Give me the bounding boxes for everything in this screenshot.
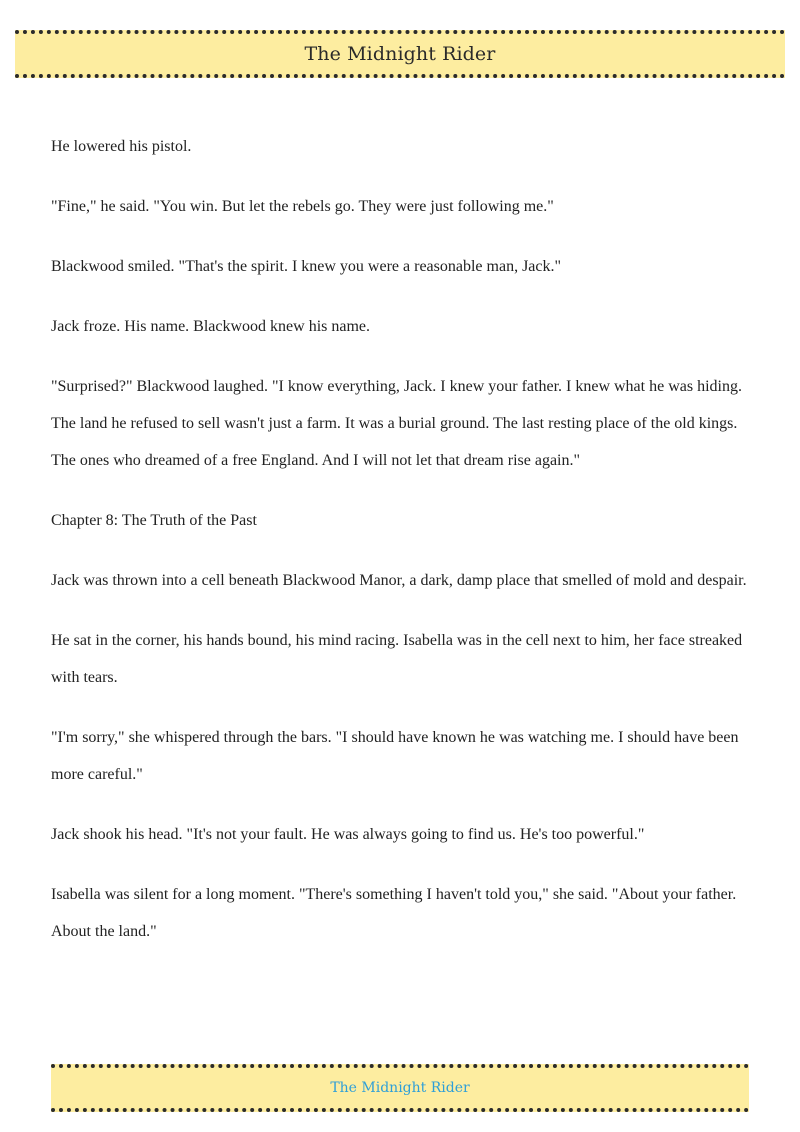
paragraph: Jack was thrown into a cell beneath Blackwood Manor, a dark, damp place that smelled of mold and despair. [51, 572, 747, 589]
chapter-heading: Chapter 8: The Truth of the Past [51, 512, 257, 529]
footer-title: The Midnight Rider [330, 1080, 470, 1096]
paragraph: Jack shook his head. "It's not your fault. He was always going to find us. He's too powerful." [51, 826, 645, 843]
paragraph: "Surprised?" Blackwood laughed. "I know everything, Jack. I knew your father. I knew what he was hiding. The land he refused to sell wasn't just a farm. It was a burial ground. The last resting place of the old kings. The ones who dreamed of a free England. And I will not let that dream rise again." [51, 378, 742, 469]
paragraph: "I'm sorry," she whispered through the bars. "I should have known he was watching me. I should have been more careful." [51, 729, 739, 783]
paragraph: Isabella was silent for a long moment. "There's something I haven't told you," she said. "About your father. About the land." [51, 886, 737, 940]
paragraph: He lowered his pistol. [51, 138, 192, 155]
header-title: The Midnight Rider [304, 43, 496, 65]
page-footer [51, 1064, 749, 1112]
paragraph: "Fine," he said. "You win. But let the rebels go. They were just following me." [51, 198, 554, 215]
page-header [15, 30, 785, 78]
chapter-text [51, 128, 751, 973]
paragraph: He sat in the corner, his hands bound, his mind racing. Isabella was in the cell next to him, her face streaked with tears. [51, 632, 743, 686]
paragraph: Blackwood smiled. "That's the spirit. I knew you were a reasonable man, Jack." [51, 258, 562, 275]
paragraph: Jack froze. His name. Blackwood knew his name. [51, 318, 371, 335]
